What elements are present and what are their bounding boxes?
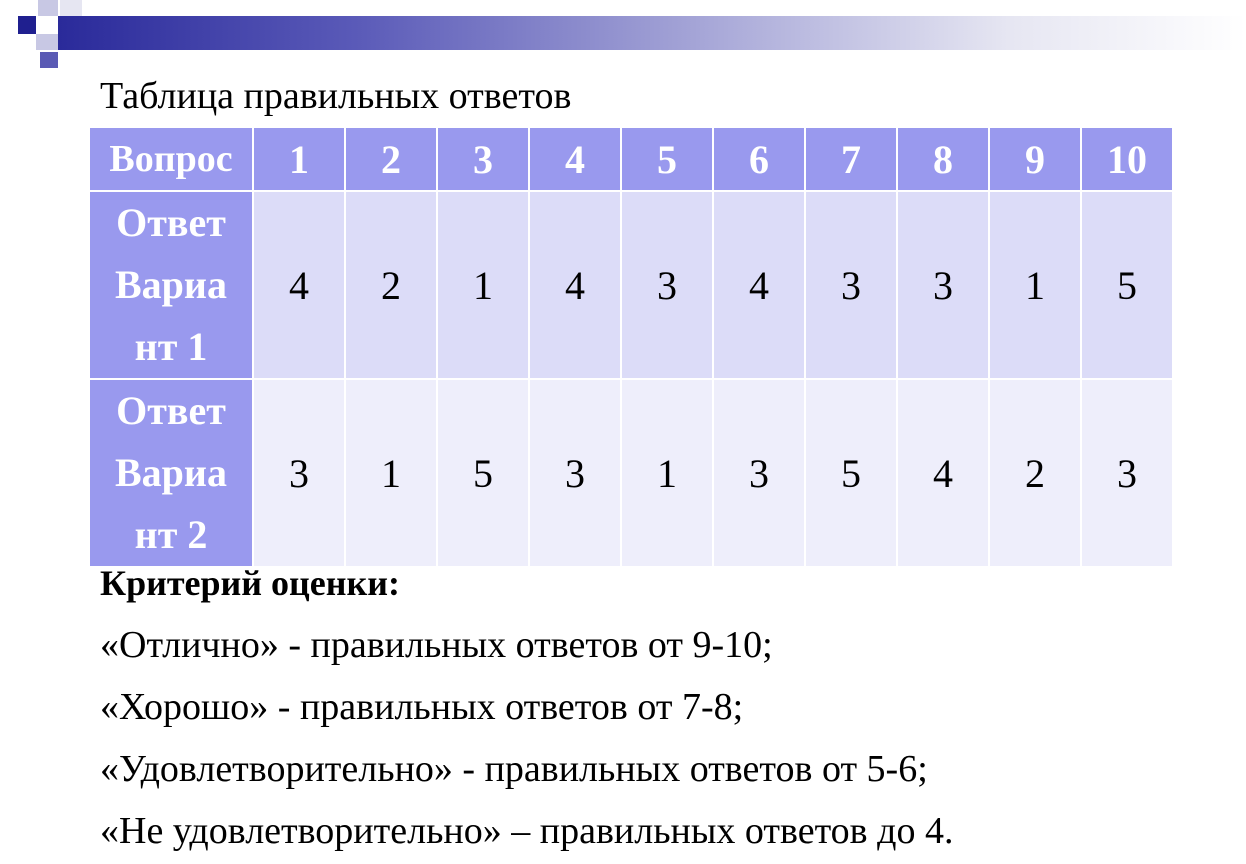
table-row [89,191,1173,379]
answer-cell: 5 [1081,191,1173,379]
answer-cell: 4 [529,191,621,379]
answer-cell: 3 [253,379,345,567]
answer-cell: 3 [1081,379,1173,567]
answer-cell: 3 [897,191,989,379]
table-row [89,379,1173,567]
question-number: 2 [345,127,437,191]
criteria-item: «Хорошо» - правильных ответов от 7-8; [100,686,744,728]
answer-cell: 5 [437,379,529,567]
decorative-header [0,0,1246,70]
slide-title: Таблица правильных ответов [100,75,572,117]
answer-cell: 1 [345,379,437,567]
answer-cell: 4 [253,191,345,379]
answer-cell: 2 [345,191,437,379]
question-number: 8 [897,127,989,191]
row-label-line: Ответ [116,388,226,433]
answer-cell: 4 [897,379,989,567]
question-number: 5 [621,127,713,191]
table-header-row [89,127,1173,191]
answer-cell: 3 [529,379,621,567]
question-number: 6 [713,127,805,191]
row-label-line: Вариа [115,450,227,495]
question-number: 3 [437,127,529,191]
answer-cell: 4 [713,191,805,379]
answer-cell: 1 [437,191,529,379]
row-label-line: Ответ [116,200,226,245]
criteria-item: «Отлично» - правильных ответов от 9-10; [100,624,773,666]
answer-cell: 2 [989,379,1081,567]
criteria-item: «Удовлетворительно» - правильных ответов от 5-6; [100,748,928,790]
question-number: 1 [253,127,345,191]
answer-cell: 1 [621,379,713,567]
criteria-item: «Не удовлетворительно» – правильных ответов до 4. [100,810,954,852]
answer-cell: 3 [805,191,897,379]
decor-square [18,16,36,34]
question-number: 4 [529,127,621,191]
gradient-bar [58,16,1246,50]
question-number: 9 [989,127,1081,191]
answer-cell: 5 [805,379,897,567]
header-label: Вопрос [89,127,253,191]
decor-square [38,0,58,16]
decor-square [36,34,58,50]
row-label [89,191,253,379]
answers-table [88,126,1174,568]
question-number: 7 [805,127,897,191]
criteria-title: Критерий оценки: [100,563,400,603]
row-label-line: Вариа [115,262,227,307]
decor-square [40,52,58,68]
answer-cell: 3 [621,191,713,379]
decor-square [60,0,82,16]
row-label-line: нт 2 [134,512,208,557]
question-number: 10 [1081,127,1173,191]
row-label [89,379,253,567]
answer-cell: 3 [713,379,805,567]
answer-cell: 1 [989,191,1081,379]
row-label-line: нт 1 [134,324,208,369]
